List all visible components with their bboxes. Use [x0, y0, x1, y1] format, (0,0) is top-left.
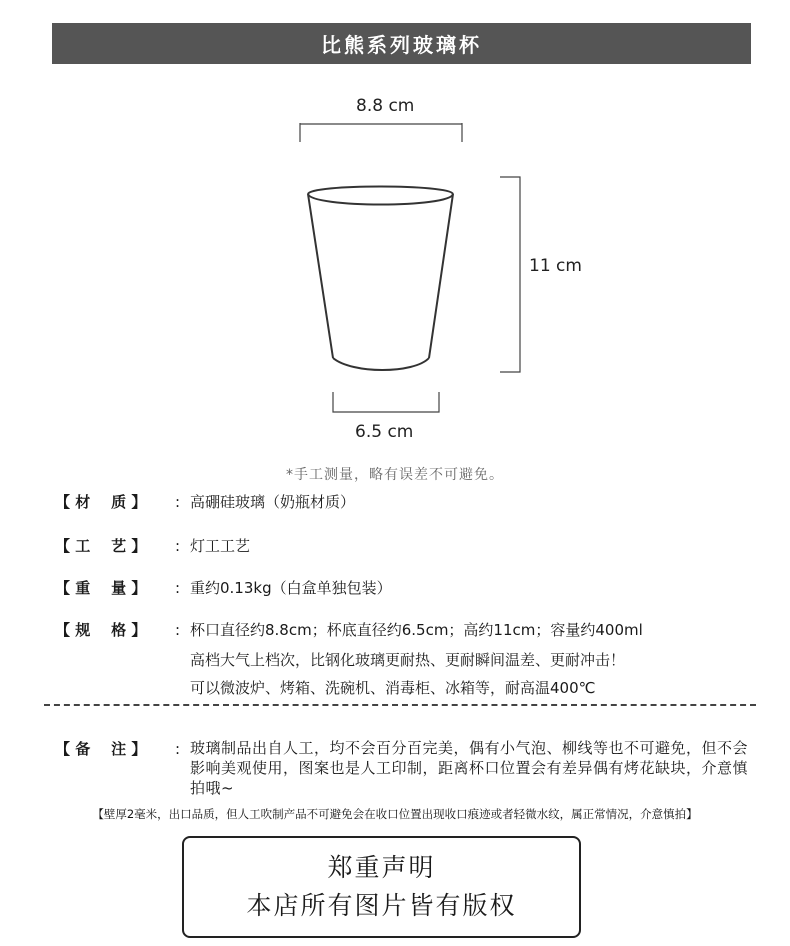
copyright-title: 郑重声明: [327, 853, 436, 882]
cup-sides: [308, 194, 453, 358]
spec-value: 灯工工艺: [190, 537, 251, 555]
spec-colon: :: [175, 621, 181, 639]
spec-value: 玻璃制品出自人工，均不会百分百完美，偶有小气泡、柳线等也不可避免，但不会影响美观使用，图案也是人工印制，距离杯口位置会有差异偶有烤花缺块，介意慎拍哦~: [190, 739, 749, 797]
spec-key: 【 工 艺 】: [55, 537, 147, 555]
spec-value: 高硼硅玻璃（奶瓶材质）: [190, 493, 356, 511]
divider: [44, 704, 756, 706]
spec-remarks: [55, 738, 775, 802]
spec-colon: :: [175, 579, 181, 597]
spec-material: [55, 491, 775, 515]
cup-rim-back: [308, 187, 453, 195]
cup-illustration: [0, 90, 790, 450]
page-title: 比熊系列玻璃杯: [321, 33, 482, 57]
cup-rim-front: [308, 194, 453, 205]
footnote: 【壁厚2毫米，出口品质，但人工吹制产品不可避免会在收口位置出现收口痕迹或者轻微水纹，属正常情况，介意慎拍】: [92, 807, 698, 821]
cup-base: [333, 358, 429, 370]
top-width-label: 8.8 cm: [356, 96, 415, 116]
spec-value-line1: 杯口直径约8.8cm；杯底直径约6.5cm；高约11cm；容量约400ml: [190, 621, 643, 639]
spec-key: 【 重 量 】: [55, 579, 147, 597]
height-label: 11 cm: [529, 256, 582, 276]
spec-weight: [55, 577, 775, 601]
spec-value-line2: 高档大气上档次，比钢化玻璃更耐热、更耐瞬间温差、更耐冲击！: [190, 651, 626, 669]
bottom-width-bracket: [333, 392, 439, 412]
height-bracket: [500, 177, 520, 372]
measurement-note: *手工测量，略有误差不可避免。: [286, 467, 504, 483]
bottom-width-label: 6.5 cm: [355, 422, 414, 442]
spec-key: 【 材 质 】: [55, 493, 147, 511]
copyright-text: 本店所有图片皆有版权: [246, 891, 517, 920]
spec-value: 重约0.13kg（白盒单独包装）: [190, 579, 392, 597]
copyright-notice: [182, 836, 581, 938]
spec-key: 【 备 注 】: [55, 740, 147, 758]
spec-key: 【 规 格 】: [55, 621, 147, 639]
spec-craft: [55, 535, 775, 559]
cup-dimension-diagram: [0, 90, 790, 450]
spec-colon: :: [175, 740, 181, 758]
top-width-bracket: [300, 123, 462, 142]
spec-value-line3: 可以微波炉、烤箱、洗碗机、消毒柜、冰箱等，耐高温400℃: [190, 679, 596, 697]
spec-colon: :: [175, 493, 181, 511]
title-banner: [52, 23, 751, 64]
spec-size: [55, 619, 775, 699]
spec-colon: :: [175, 537, 181, 555]
